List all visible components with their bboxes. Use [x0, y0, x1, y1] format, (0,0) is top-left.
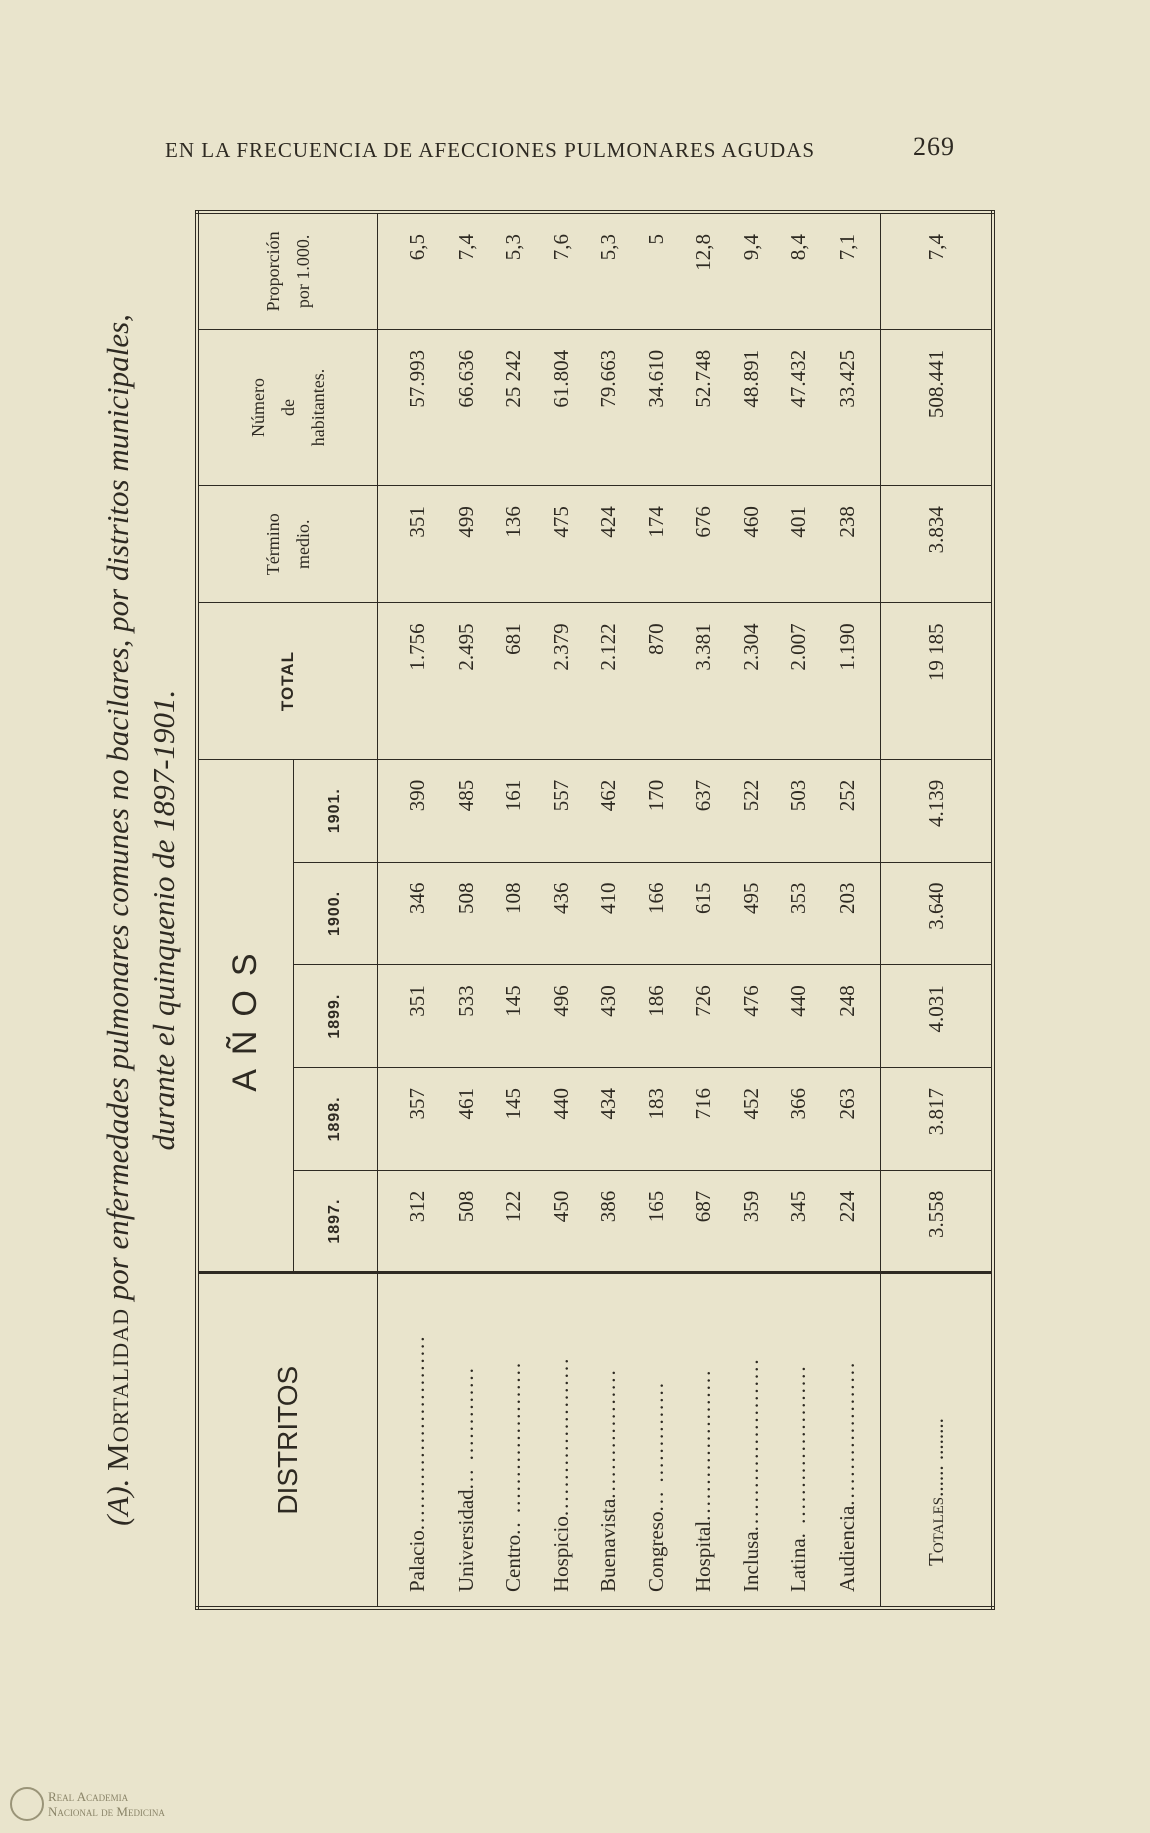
mean-header-line2: medio.	[292, 519, 313, 570]
proportion-header	[197, 212, 377, 329]
caption-title: Mortalidad	[100, 1308, 135, 1471]
cell-mean: 351	[377, 486, 443, 603]
cell-1901: 161	[490, 759, 537, 862]
mean-header	[197, 486, 377, 603]
district-name: Audiencia....................	[822, 1273, 880, 1608]
cell-inhabitants: 57.993	[377, 329, 443, 485]
total-inhabitants: 508.441	[881, 329, 994, 485]
table-row	[490, 212, 537, 1608]
cell-total: 3.381	[680, 603, 727, 759]
table-row	[680, 212, 727, 1608]
table-row	[727, 212, 774, 1608]
table-row	[822, 212, 880, 1608]
page-number: 269	[913, 132, 955, 161]
mortality-table	[195, 210, 995, 1610]
cell-proportion: 7,6	[538, 212, 585, 329]
total-header: TOTAL	[197, 603, 377, 759]
cell-1897: 450	[538, 1170, 585, 1273]
cell-1898: 461	[443, 1068, 490, 1171]
cell-inhabitants: 47.432	[775, 329, 822, 485]
cell-total: 2.379	[538, 603, 585, 759]
cell-inhabitants: 61.804	[538, 329, 585, 485]
year-header-1901: 1901.	[293, 759, 377, 862]
district-name: Hospicio......................	[538, 1273, 585, 1608]
cell-1897: 345	[775, 1170, 822, 1273]
cell-inhabitants: 25 242	[490, 329, 537, 485]
total-1901: 4.139	[881, 759, 994, 862]
year-header-1899: 1899.	[293, 965, 377, 1068]
cell-1898: 263	[822, 1068, 880, 1171]
cell-1900: 108	[490, 862, 537, 965]
cell-1900: 436	[538, 862, 585, 965]
year-header-1897: 1897.	[293, 1170, 377, 1273]
cell-1899: 533	[443, 965, 490, 1068]
inhabitants-header-line3: habitantes.	[307, 368, 328, 447]
cell-inhabitants: 34.610	[632, 329, 679, 485]
page-header	[165, 132, 965, 172]
cell-1898: 716	[680, 1068, 727, 1171]
cell-proportion: 7,1	[822, 212, 880, 329]
cell-1898: 145	[490, 1068, 537, 1171]
total-1900: 3.640	[881, 862, 994, 965]
cell-proportion: 8,4	[775, 212, 822, 329]
cell-1900: 410	[585, 862, 632, 965]
cell-inhabitants: 33.425	[822, 329, 880, 485]
cell-1900: 203	[822, 862, 880, 965]
cell-1900: 353	[775, 862, 822, 965]
caption-label: (A).	[100, 1478, 135, 1526]
cell-1898: 366	[775, 1068, 822, 1171]
district-name: Universidad... .............	[443, 1273, 490, 1608]
cell-1899: 145	[490, 965, 537, 1068]
cell-1901: 390	[377, 759, 443, 862]
cell-1900: 346	[377, 862, 443, 965]
cell-1899: 430	[585, 965, 632, 1068]
total-proportion: 7,4	[881, 212, 994, 329]
years-group-header: AÑOS	[197, 759, 293, 1273]
district-name: Buenavista..................	[585, 1273, 632, 1608]
cell-mean: 136	[490, 486, 537, 603]
cell-1901: 170	[632, 759, 679, 862]
total-1897: 3.558	[881, 1170, 994, 1273]
cell-1898: 183	[632, 1068, 679, 1171]
table-row	[538, 212, 585, 1608]
cell-total: 2.007	[775, 603, 822, 759]
year-header-1898: 1898.	[293, 1068, 377, 1171]
seal-icon	[10, 1787, 44, 1821]
cell-1897: 165	[632, 1170, 679, 1273]
totals-row	[881, 212, 994, 1608]
table-row	[775, 212, 822, 1608]
cell-proportion: 5,3	[490, 212, 537, 329]
cell-proportion: 9,4	[727, 212, 774, 329]
cell-mean: 238	[822, 486, 880, 603]
district-name: Congreso... ..............	[632, 1273, 679, 1608]
cell-1898: 357	[377, 1068, 443, 1171]
proportion-header-line2: por 1.000.	[292, 234, 313, 309]
cell-total: 2.122	[585, 603, 632, 759]
watermark-text	[48, 1789, 165, 1819]
table-row	[632, 212, 679, 1608]
total-total: 19 185	[881, 603, 994, 759]
cell-1900: 495	[727, 862, 774, 965]
cell-1898: 434	[585, 1068, 632, 1171]
cell-1899: 726	[680, 965, 727, 1068]
cell-total: 681	[490, 603, 537, 759]
cell-1899: 476	[727, 965, 774, 1068]
cell-1899: 248	[822, 965, 880, 1068]
cell-1899: 440	[775, 965, 822, 1068]
table-row	[585, 212, 632, 1608]
cell-1901: 503	[775, 759, 822, 862]
district-name: Latina. ......................	[775, 1273, 822, 1608]
cell-1897: 122	[490, 1170, 537, 1273]
year-header-1900: 1900.	[293, 862, 377, 965]
cell-1897: 687	[680, 1170, 727, 1273]
district-name: Hospital.....................	[680, 1273, 727, 1608]
caption-line-2: durante el quinquenio de 1897-1901.	[146, 689, 181, 1151]
district-name: Centro.. .....................	[490, 1273, 537, 1608]
cell-proportion: 5	[632, 212, 679, 329]
cell-1897: 386	[585, 1170, 632, 1273]
cell-1897: 224	[822, 1170, 880, 1273]
cell-proportion: 5,3	[585, 212, 632, 329]
total-1898: 3.817	[881, 1068, 994, 1171]
districts-header: DISTRITOS	[197, 1273, 377, 1608]
running-title: EN LA FRECUENCIA DE AFECCIONES PULMONARES AGUDAS	[165, 138, 816, 162]
cell-1900: 508	[443, 862, 490, 965]
table-row	[443, 212, 490, 1608]
table-caption	[95, 210, 187, 1630]
district-name: Inclusa........................	[727, 1273, 774, 1608]
cell-1897: 312	[377, 1170, 443, 1273]
cell-proportion: 7,4	[443, 212, 490, 329]
table-row	[377, 212, 443, 1608]
cell-total: 1.756	[377, 603, 443, 759]
cell-1901: 637	[680, 759, 727, 862]
cell-1898: 440	[538, 1068, 585, 1171]
cell-inhabitants: 48.891	[727, 329, 774, 485]
inhabitants-header-line1: Número	[247, 378, 268, 437]
cell-1901: 252	[822, 759, 880, 862]
cell-mean: 499	[443, 486, 490, 603]
caption-line-1	[95, 210, 141, 1630]
inhabitants-header-line2: de	[277, 398, 298, 416]
cell-1900: 166	[632, 862, 679, 965]
cell-proportion: 6,5	[377, 212, 443, 329]
cell-1898: 452	[727, 1068, 774, 1171]
mean-header-line1: Término	[262, 513, 283, 576]
totals-label: Totales...... ........	[881, 1273, 994, 1608]
cell-1899: 186	[632, 965, 679, 1068]
total-1899: 4.031	[881, 965, 994, 1068]
cell-total: 870	[632, 603, 679, 759]
cell-total: 2.304	[727, 603, 774, 759]
district-name: Palacio...........................	[377, 1273, 443, 1608]
cell-mean: 460	[727, 486, 774, 603]
caption-line1-rest: por enfermedades pulmonares comunes no bacilares, por distritos municipales,	[100, 314, 135, 1301]
cell-1901: 462	[585, 759, 632, 862]
cell-inhabitants: 66.636	[443, 329, 490, 485]
cell-total: 2.495	[443, 603, 490, 759]
cell-1901: 522	[727, 759, 774, 862]
watermark-line2: Nacional de Medicina	[48, 1804, 165, 1819]
cell-mean: 401	[775, 486, 822, 603]
watermark-line1: Real Academia	[48, 1789, 129, 1804]
library-watermark	[10, 1785, 210, 1830]
cell-mean: 475	[538, 486, 585, 603]
cell-mean: 424	[585, 486, 632, 603]
cell-total: 1.190	[822, 603, 880, 759]
cell-proportion: 12,8	[680, 212, 727, 329]
cell-inhabitants: 52.748	[680, 329, 727, 485]
cell-1897: 359	[727, 1170, 774, 1273]
cell-1899: 351	[377, 965, 443, 1068]
cell-1897: 508	[443, 1170, 490, 1273]
cell-mean: 676	[680, 486, 727, 603]
inhabitants-header	[197, 329, 377, 485]
cell-mean: 174	[632, 486, 679, 603]
cell-1901: 485	[443, 759, 490, 862]
cell-1900: 615	[680, 862, 727, 965]
proportion-header-line1: Proporción	[262, 231, 283, 312]
rotated-table-page	[95, 210, 995, 1630]
total-mean: 3.834	[881, 486, 994, 603]
cell-1901: 557	[538, 759, 585, 862]
cell-1899: 496	[538, 965, 585, 1068]
cell-inhabitants: 79.663	[585, 329, 632, 485]
